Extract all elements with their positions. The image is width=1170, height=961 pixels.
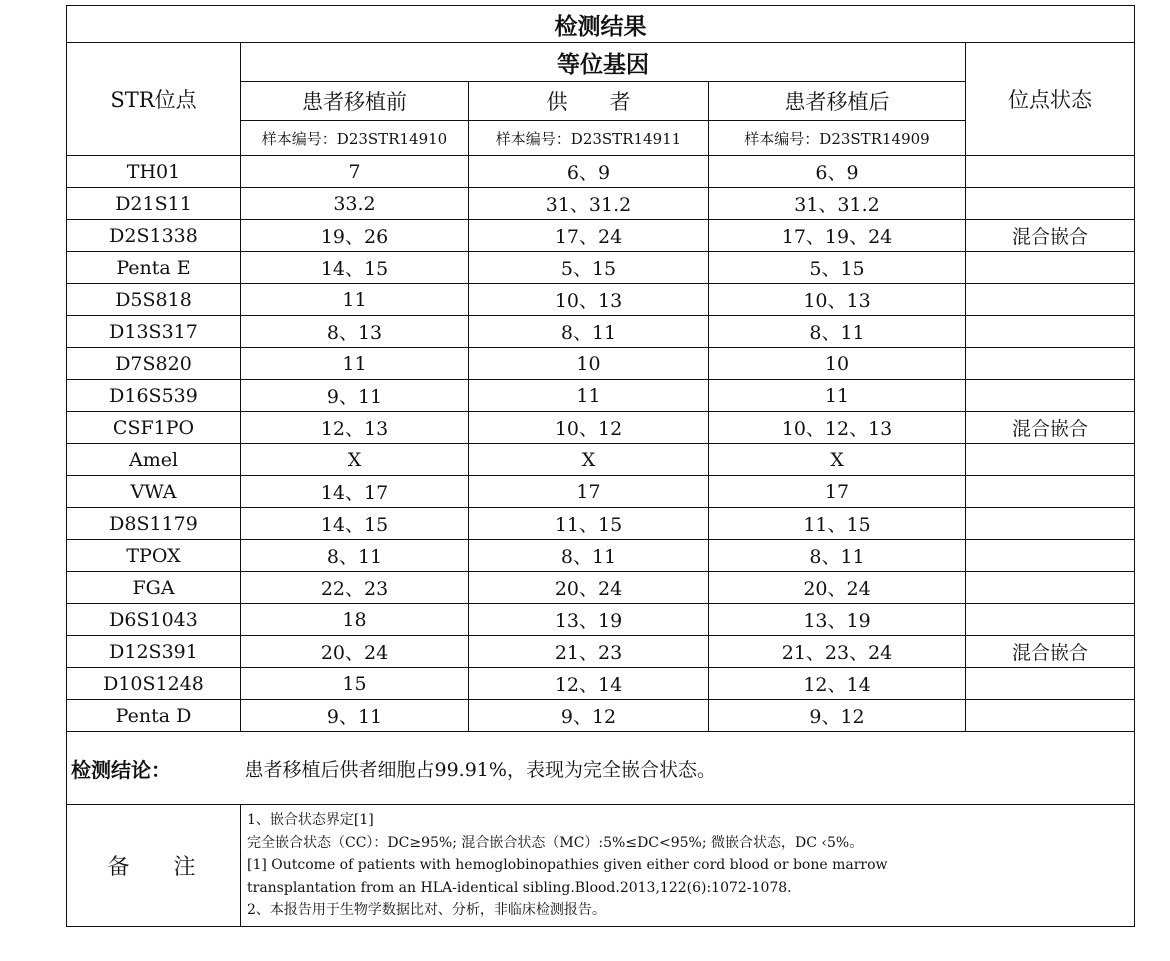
- donor-cell: 13、19: [469, 604, 709, 636]
- table-row: [67, 636, 1135, 668]
- post-transplant-cell: 10、12、13: [709, 412, 966, 444]
- locus-cell: D5S818: [67, 284, 241, 316]
- status-cell: [966, 572, 1135, 604]
- status-cell: [966, 476, 1135, 508]
- donor-cell: 31、31.2: [469, 188, 709, 220]
- donor-cell: 8、11: [469, 540, 709, 572]
- pre-transplant-cell: 19、26: [241, 220, 469, 252]
- locus-cell: Amel: [67, 444, 241, 476]
- post-transplant-cell: 31、31.2: [709, 188, 966, 220]
- sample-id-donor: 样本编号：D23STR14911: [469, 121, 709, 156]
- pre-transplant-cell: 22、23: [241, 572, 469, 604]
- locus-cell: D2S1338: [67, 220, 241, 252]
- pre-transplant-cell: 14、17: [241, 476, 469, 508]
- pre-transplant-cell: 20、24: [241, 636, 469, 668]
- table-row: [67, 412, 1135, 444]
- donor-cell: 11、15: [469, 508, 709, 540]
- table-row: [67, 508, 1135, 540]
- locus-cell: D21S11: [67, 188, 241, 220]
- post-transplant-cell: 9、12: [709, 700, 966, 732]
- stage-donor-header: 供 者: [469, 82, 709, 121]
- table-row: [67, 668, 1135, 700]
- post-transplant-cell: 12、14: [709, 668, 966, 700]
- pre-transplant-cell: 11: [241, 284, 469, 316]
- status-header: 位点状态: [966, 43, 1135, 156]
- pre-transplant-cell: 14、15: [241, 252, 469, 284]
- locus-cell: TH01: [67, 156, 241, 188]
- donor-cell: 9、12: [469, 700, 709, 732]
- post-transplant-cell: 11: [709, 380, 966, 412]
- donor-cell: 6、9: [469, 156, 709, 188]
- locus-cell: TPOX: [67, 540, 241, 572]
- notes-label: 备注: [67, 805, 241, 927]
- sample-id-pre: 样本编号：D23STR14910: [241, 121, 469, 156]
- post-transplant-cell: 8、11: [709, 316, 966, 348]
- pre-transplant-cell: 8、11: [241, 540, 469, 572]
- donor-cell: 20、24: [469, 572, 709, 604]
- table-row: [67, 348, 1135, 380]
- post-transplant-cell: X: [709, 444, 966, 476]
- pre-transplant-cell: 18: [241, 604, 469, 636]
- status-cell: [966, 380, 1135, 412]
- pre-transplant-cell: 12、13: [241, 412, 469, 444]
- donor-cell: 5、15: [469, 252, 709, 284]
- table-row: [67, 316, 1135, 348]
- locus-cell: FGA: [67, 572, 241, 604]
- note-line: [1] Outcome of patients with hemoglobinopathies given either cord blood or bone marrow: [247, 857, 888, 874]
- stage-pre-header: 患者移植前: [241, 82, 469, 121]
- table-row: [67, 380, 1135, 412]
- status-cell: [966, 156, 1135, 188]
- table-row: [67, 572, 1135, 604]
- status-cell: [966, 668, 1135, 700]
- table-row: [67, 284, 1135, 316]
- table-row: [67, 444, 1135, 476]
- pre-transplant-cell: 9、11: [241, 700, 469, 732]
- locus-cell: CSF1PO: [67, 412, 241, 444]
- table-row: [67, 604, 1135, 636]
- note-line: 完全嵌合状态（CC）：DC≥95%; 混合嵌合状态（MC）:5%≤DC<95%; 微嵌合状态，DC ‹5%。: [247, 834, 864, 851]
- donor-cell: 11: [469, 380, 709, 412]
- post-transplant-cell: 20、24: [709, 572, 966, 604]
- pre-transplant-cell: 9、11: [241, 380, 469, 412]
- post-transplant-cell: 17: [709, 476, 966, 508]
- status-cell: [966, 508, 1135, 540]
- post-transplant-cell: 10: [709, 348, 966, 380]
- status-cell: [966, 188, 1135, 220]
- status-cell: [966, 444, 1135, 476]
- status-cell: [966, 316, 1135, 348]
- donor-cell: 12、14: [469, 668, 709, 700]
- locus-cell: D13S317: [67, 316, 241, 348]
- locus-cell: D8S1179: [67, 508, 241, 540]
- donor-cell: X: [469, 444, 709, 476]
- post-transplant-cell: 10、13: [709, 284, 966, 316]
- locus-cell: Penta D: [67, 700, 241, 732]
- locus-cell: D7S820: [67, 348, 241, 380]
- allele-header: 等位基因: [241, 43, 966, 82]
- post-transplant-cell: 6、9: [709, 156, 966, 188]
- status-cell: [966, 284, 1135, 316]
- pre-transplant-cell: 7: [241, 156, 469, 188]
- post-transplant-cell: 5、15: [709, 252, 966, 284]
- status-cell: [966, 700, 1135, 732]
- table-row: [67, 252, 1135, 284]
- table-row: [67, 540, 1135, 572]
- post-transplant-cell: 13、19: [709, 604, 966, 636]
- table-row: [67, 188, 1135, 220]
- locus-cell: D16S539: [67, 380, 241, 412]
- status-cell: [966, 540, 1135, 572]
- status-cell: 混合嵌合: [966, 220, 1135, 252]
- table-row: [67, 476, 1135, 508]
- status-cell: [966, 348, 1135, 380]
- note-line: transplantation from an HLA-identical sibling.Blood.2013,122(6):1072-1078.: [247, 879, 792, 896]
- pre-transplant-cell: 8、13: [241, 316, 469, 348]
- locus-cell: Penta E: [67, 252, 241, 284]
- locus-cell: D10S1248: [67, 668, 241, 700]
- locus-cell: D12S391: [67, 636, 241, 668]
- post-transplant-cell: 21、23、24: [709, 636, 966, 668]
- pre-transplant-cell: X: [241, 444, 469, 476]
- post-transplant-cell: 8、11: [709, 540, 966, 572]
- table-row: [67, 156, 1135, 188]
- donor-cell: 10、12: [469, 412, 709, 444]
- conclusion-text: 患者移植后供者细胞占99.91%，表现为完全嵌合状态。: [241, 732, 1135, 805]
- status-cell: 混合嵌合: [966, 636, 1135, 668]
- post-transplant-cell: 17、19、24: [709, 220, 966, 252]
- note-line: 1、嵌合状态界定[1]: [247, 812, 374, 828]
- pre-transplant-cell: 15: [241, 668, 469, 700]
- pre-transplant-cell: 33.2: [241, 188, 469, 220]
- pre-transplant-cell: 14、15: [241, 508, 469, 540]
- donor-cell: 10: [469, 348, 709, 380]
- donor-cell: 21、23: [469, 636, 709, 668]
- locus-cell: VWA: [67, 476, 241, 508]
- status-cell: [966, 252, 1135, 284]
- sample-id-post: 样本编号：D23STR14909: [709, 121, 966, 156]
- post-transplant-cell: 11、15: [709, 508, 966, 540]
- donor-cell: 17: [469, 476, 709, 508]
- table-row: [67, 220, 1135, 252]
- donor-cell: 17、24: [469, 220, 709, 252]
- report-sheet: [66, 5, 1134, 927]
- report-title: 检测结果: [67, 6, 1135, 43]
- locus-header: STR位点: [67, 43, 241, 156]
- status-cell: 混合嵌合: [966, 412, 1135, 444]
- result-table: [66, 5, 1135, 927]
- note-line: 2、本报告用于生物学数据比对、分析，非临床检测报告。: [247, 902, 606, 919]
- notes-content: [241, 805, 1135, 927]
- conclusion-label: 检测结论：: [67, 732, 241, 805]
- donor-cell: 8、11: [469, 316, 709, 348]
- donor-cell: 10、13: [469, 284, 709, 316]
- status-cell: [966, 604, 1135, 636]
- locus-cell: D6S1043: [67, 604, 241, 636]
- pre-transplant-cell: 11: [241, 348, 469, 380]
- table-row: [67, 700, 1135, 732]
- stage-post-header: 患者移植后: [709, 82, 966, 121]
